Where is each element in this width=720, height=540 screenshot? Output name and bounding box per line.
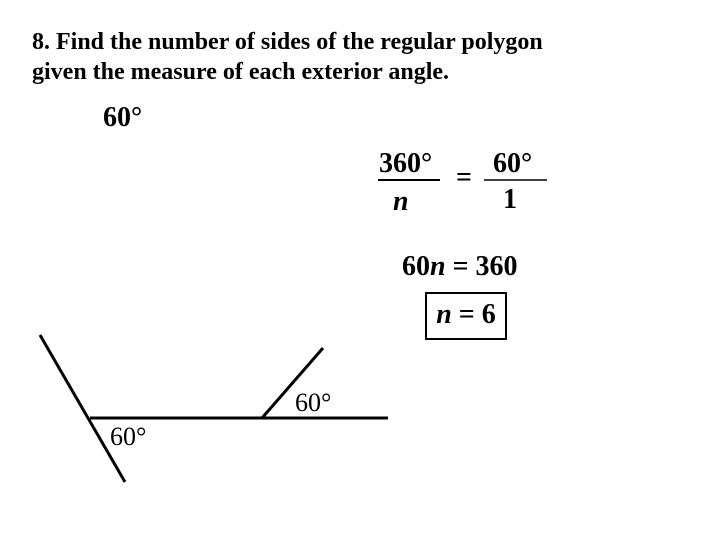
diagram-left-slanted-line [40,335,125,482]
given-angle: 60° [103,102,143,133]
problem-line-2: given the measure of each exterior angle. [32,59,450,85]
angle-label-left: 60° [110,422,147,451]
step-prefix: 60 [402,251,430,282]
fraction-left-denominator: n [393,186,409,217]
step-suffix: = 360 [445,251,518,282]
equals-sign: = [456,162,472,193]
step-variable: n [430,251,446,282]
answer-value: = 6 [451,299,496,330]
problem-line-1: 8. Find the number of sides of the regular polygon [32,29,543,55]
fraction-left-numerator: 360° [379,148,433,179]
angle-label-right: 60° [295,388,332,417]
answer-variable: n [436,299,452,330]
fraction-right-denominator: 1 [503,184,517,215]
fraction-right-numerator: 60° [493,148,533,179]
